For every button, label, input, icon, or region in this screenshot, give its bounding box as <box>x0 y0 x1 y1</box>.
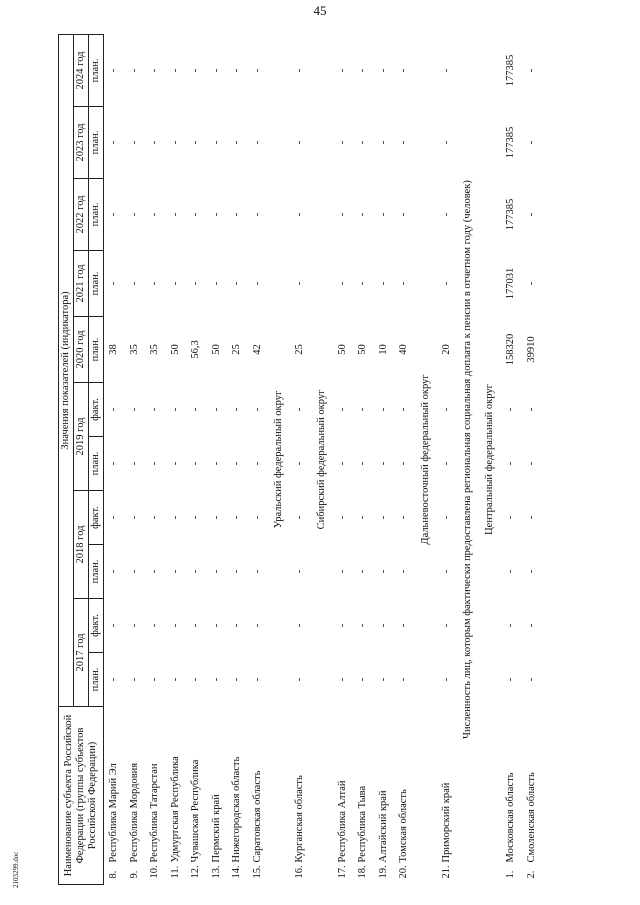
plan-header: план. <box>89 652 104 706</box>
value-cell: 25 <box>294 344 306 355</box>
table-row <box>166 34 187 884</box>
value-cell: - <box>357 68 369 73</box>
value-cell: - <box>294 623 306 628</box>
row-number: 2. <box>525 870 537 879</box>
section-row <box>479 34 501 884</box>
value-cell: - <box>336 407 348 412</box>
year-header: 2022 год <box>74 178 89 250</box>
values-group-header: Значения показателей (индикатора) <box>59 34 74 706</box>
table-row <box>501 34 522 884</box>
value-cell: - <box>128 140 140 145</box>
value-cell: - <box>336 281 348 286</box>
region-name: Алтайский край <box>377 790 389 863</box>
row-number: 1. <box>505 870 517 879</box>
value-cell: - <box>357 677 369 682</box>
value-cell: - <box>169 68 181 73</box>
value-cell: - <box>525 140 537 145</box>
value-cell: - <box>128 68 140 73</box>
value-cell: - <box>169 407 181 412</box>
value-cell: - <box>210 407 222 412</box>
value-cell: - <box>169 569 181 574</box>
value-cell: - <box>377 515 389 520</box>
value-cell: 38 <box>108 344 120 355</box>
value-cell: - <box>525 569 537 574</box>
value-cell: - <box>190 677 202 682</box>
value-cell: - <box>336 68 348 73</box>
value-cell: - <box>398 461 410 466</box>
value-cell: - <box>149 140 161 145</box>
value-cell: - <box>231 68 243 73</box>
table-row <box>207 34 228 884</box>
row-number: 11. <box>169 865 181 879</box>
row-number: 10. <box>149 865 161 879</box>
row-number: 17. <box>336 865 348 879</box>
plan-header: план. <box>89 316 104 382</box>
value-cell: - <box>398 407 410 412</box>
section-label: Численность лиц, которым фактически предоставлена региональная социальная доплата к пенсии в отчетном году (человек) <box>462 180 473 739</box>
table-row <box>437 34 458 884</box>
value-cell: - <box>336 623 348 628</box>
value-cell: - <box>108 677 120 682</box>
plan-header: план. <box>89 34 104 106</box>
region-name: Приморский край <box>440 782 452 863</box>
value-cell: - <box>108 407 120 412</box>
table-row <box>227 34 248 884</box>
value-cell: - <box>294 677 306 682</box>
value-cell: - <box>336 515 348 520</box>
value-cell: - <box>440 212 452 217</box>
value-cell: - <box>169 281 181 286</box>
value-cell: - <box>377 140 389 145</box>
value-cell: - <box>398 281 410 286</box>
value-cell: - <box>294 569 306 574</box>
section-row <box>268 34 290 884</box>
value-cell: - <box>398 68 410 73</box>
value-cell: 40 <box>398 344 410 355</box>
value-cell: - <box>169 515 181 520</box>
table-row <box>353 34 374 884</box>
value-cell: - <box>398 677 410 682</box>
value-cell: - <box>190 68 202 73</box>
value-cell: - <box>357 407 369 412</box>
value-cell: - <box>108 515 120 520</box>
row-number: 19. <box>377 865 389 879</box>
value-cell: - <box>231 677 243 682</box>
region-name: Республика Алтай <box>336 780 348 863</box>
value-cell: - <box>231 212 243 217</box>
value-cell: - <box>377 569 389 574</box>
value-cell: - <box>440 515 452 520</box>
value-cell: - <box>251 677 263 682</box>
table-row <box>186 34 207 884</box>
value-cell: - <box>525 623 537 628</box>
value-cell: - <box>190 461 202 466</box>
table-row <box>522 34 543 884</box>
table-row <box>145 34 166 884</box>
section-label: Сибирский федеральный округ <box>315 389 327 530</box>
value-cell: - <box>377 212 389 217</box>
value-cell: - <box>525 281 537 286</box>
value-cell: - <box>440 407 452 412</box>
value-cell: - <box>525 515 537 520</box>
value-cell: - <box>128 569 140 574</box>
year-header: 2019 год <box>74 382 89 490</box>
value-cell: - <box>210 281 222 286</box>
value-cell: - <box>398 515 410 520</box>
value-cell: - <box>190 515 202 520</box>
value-cell: - <box>251 68 263 73</box>
section-label: Уральский федеральный округ <box>273 390 284 529</box>
value-cell: - <box>377 407 389 412</box>
value-cell: - <box>190 623 202 628</box>
value-cell: 10 <box>377 344 389 355</box>
value-cell: - <box>505 677 517 682</box>
indicator-table <box>58 34 542 885</box>
value-cell: - <box>336 569 348 574</box>
value-cell: - <box>251 515 263 520</box>
value-cell: - <box>357 461 369 466</box>
value-cell: - <box>251 623 263 628</box>
table-row <box>394 34 415 884</box>
region-name: Республика Мордовия <box>128 762 140 863</box>
value-cell: - <box>108 569 120 574</box>
value-cell: - <box>251 281 263 286</box>
value-cell: - <box>108 461 120 466</box>
table-row <box>374 34 395 884</box>
table-row <box>290 34 311 884</box>
value-cell: - <box>377 281 389 286</box>
row-number: 8. <box>108 870 120 879</box>
value-cell: - <box>525 68 537 73</box>
value-cell: - <box>251 569 263 574</box>
year-header: 2018 год <box>74 490 89 598</box>
region-name: Курганская область <box>294 775 306 863</box>
value-cell: - <box>294 515 306 520</box>
fact-header: факт. <box>89 598 104 652</box>
value-cell: - <box>149 569 161 574</box>
value-cell: - <box>149 515 161 520</box>
row-number: 15. <box>251 865 263 879</box>
value-cell: - <box>210 623 222 628</box>
value-cell: - <box>231 461 243 466</box>
value-cell: - <box>505 515 517 520</box>
value-cell: - <box>210 68 222 73</box>
row-number: 9. <box>128 870 140 879</box>
region-name: Нижегородская область <box>231 756 243 863</box>
value-cell: - <box>231 281 243 286</box>
value-cell: - <box>377 68 389 73</box>
value-cell: 158320 <box>505 333 517 366</box>
region-name: Томская область <box>398 789 410 863</box>
value-cell: - <box>128 515 140 520</box>
value-cell: - <box>251 461 263 466</box>
value-cell: - <box>231 407 243 412</box>
value-cell: - <box>336 212 348 217</box>
value-cell: 50 <box>357 344 369 355</box>
value-cell: - <box>336 677 348 682</box>
plan-header: план. <box>89 178 104 250</box>
section-row <box>415 34 437 884</box>
section-row <box>457 34 479 884</box>
value-cell: - <box>108 68 120 73</box>
plan-header: план. <box>89 250 104 316</box>
value-cell: - <box>398 140 410 145</box>
row-number: 16. <box>294 865 306 879</box>
value-cell: - <box>210 677 222 682</box>
plan-header: план. <box>89 106 104 178</box>
value-cell: - <box>294 68 306 73</box>
row-number: 21. <box>440 865 452 879</box>
value-cell: - <box>357 569 369 574</box>
value-cell: - <box>440 623 452 628</box>
region-name: Чувашская Республика <box>190 759 202 863</box>
value-cell: - <box>357 515 369 520</box>
value-cell: - <box>525 407 537 412</box>
row-number: 20. <box>398 865 410 879</box>
value-cell: - <box>525 461 537 466</box>
value-cell: - <box>108 281 120 286</box>
region-name: Республика Тыва <box>357 785 369 863</box>
value-cell: 177031 <box>505 267 517 300</box>
region-name: Саратовская область <box>251 770 263 863</box>
year-header: 2024 год <box>74 34 89 106</box>
table-body <box>104 34 543 884</box>
rotated-table-container <box>58 35 640 885</box>
value-cell: - <box>377 677 389 682</box>
value-cell: - <box>440 569 452 574</box>
document-id: 2103299.doc <box>12 851 20 888</box>
region-column-header: Наименование субъекта Российской Федерации (группы субъектов Российской Федерации) <box>59 706 104 884</box>
value-cell: - <box>128 212 140 217</box>
value-cell: - <box>440 677 452 682</box>
value-cell: 56,3 <box>190 340 202 359</box>
value-cell: - <box>357 281 369 286</box>
value-cell: - <box>377 623 389 628</box>
row-number: 14. <box>231 865 243 879</box>
value-cell: - <box>251 212 263 217</box>
year-header: 2020 год <box>74 316 89 382</box>
value-cell: - <box>190 569 202 574</box>
value-cell: - <box>128 281 140 286</box>
value-cell: - <box>251 407 263 412</box>
value-cell: - <box>377 461 389 466</box>
value-cell: 25 <box>231 344 243 355</box>
value-cell: 177385 <box>505 54 517 87</box>
value-cell: - <box>190 281 202 286</box>
value-cell: - <box>357 623 369 628</box>
section-row <box>311 34 333 884</box>
value-cell: - <box>440 140 452 145</box>
row-number: 18. <box>357 865 369 879</box>
value-cell: - <box>251 140 263 145</box>
value-cell: - <box>294 212 306 217</box>
value-cell: - <box>169 623 181 628</box>
year-header: 2021 год <box>74 250 89 316</box>
value-cell: - <box>294 461 306 466</box>
value-cell: - <box>440 281 452 286</box>
value-cell: - <box>210 140 222 145</box>
value-cell: - <box>398 623 410 628</box>
value-cell: - <box>336 461 348 466</box>
value-cell: - <box>190 140 202 145</box>
region-name: Республика Марий Эл <box>108 763 120 863</box>
row-number: 12. <box>190 865 202 879</box>
value-cell: - <box>210 569 222 574</box>
value-cell: - <box>108 140 120 145</box>
value-cell: - <box>210 461 222 466</box>
value-cell: - <box>231 569 243 574</box>
region-name: Пермский край <box>210 794 222 863</box>
value-cell: - <box>149 281 161 286</box>
value-cell: - <box>169 212 181 217</box>
value-cell: - <box>294 407 306 412</box>
value-cell: - <box>169 461 181 466</box>
year-header: 2017 год <box>74 598 89 706</box>
row-number: 13. <box>210 865 222 879</box>
value-cell: - <box>505 461 517 466</box>
plan-header: план. <box>89 544 104 598</box>
value-cell: - <box>440 68 452 73</box>
year-header: 2023 год <box>74 106 89 178</box>
value-cell: - <box>149 407 161 412</box>
value-cell: - <box>231 515 243 520</box>
value-cell: - <box>505 623 517 628</box>
value-cell: - <box>169 677 181 682</box>
value-cell: - <box>149 623 161 628</box>
region-name: Московская область <box>505 772 517 863</box>
value-cell: - <box>128 407 140 412</box>
value-cell: - <box>294 140 306 145</box>
value-cell: - <box>398 212 410 217</box>
value-cell: - <box>357 140 369 145</box>
value-cell: - <box>231 140 243 145</box>
value-cell: - <box>210 212 222 217</box>
value-cell: 50 <box>336 344 348 355</box>
fact-header: факт. <box>89 382 104 436</box>
value-cell: - <box>505 569 517 574</box>
value-cell: - <box>169 140 181 145</box>
value-cell: - <box>440 461 452 466</box>
table-row <box>333 34 354 884</box>
fact-header: факт. <box>89 490 104 544</box>
page-number: 45 <box>313 3 327 18</box>
value-cell: - <box>398 569 410 574</box>
value-cell: 50 <box>169 344 181 355</box>
value-cell: 177385 <box>505 126 517 159</box>
value-cell: - <box>128 623 140 628</box>
value-cell: - <box>294 281 306 286</box>
value-cell: - <box>128 677 140 682</box>
value-cell: 20 <box>440 344 452 355</box>
section-label: Центральный федеральный округ <box>484 384 495 535</box>
value-cell: - <box>128 461 140 466</box>
value-cell: 42 <box>251 344 263 355</box>
region-name: Смоленская область <box>525 772 537 863</box>
value-cell: - <box>149 68 161 73</box>
value-cell: - <box>336 140 348 145</box>
value-cell: - <box>231 623 243 628</box>
value-cell: - <box>525 677 537 682</box>
value-cell: 35 <box>128 344 140 355</box>
value-cell: 39910 <box>525 336 537 363</box>
value-cell: 35 <box>149 344 161 355</box>
value-cell: - <box>525 212 537 217</box>
section-label: Дальневосточный федеральный округ <box>419 374 431 545</box>
value-cell: - <box>357 212 369 217</box>
value-cell: 50 <box>210 344 222 355</box>
value-cell: - <box>149 677 161 682</box>
plan-header: план. <box>89 436 104 490</box>
value-cell: - <box>190 212 202 217</box>
value-cell: - <box>149 212 161 217</box>
value-cell: - <box>108 212 120 217</box>
table-row <box>125 34 146 884</box>
value-cell: 177385 <box>505 198 517 231</box>
value-cell: - <box>108 623 120 628</box>
table-row <box>248 34 269 884</box>
value-cell: - <box>149 461 161 466</box>
region-name: Удмуртская Республика <box>169 756 181 863</box>
value-cell: - <box>190 407 202 412</box>
value-cell: - <box>210 515 222 520</box>
region-name: Республика Татарстан <box>149 763 161 863</box>
value-cell: - <box>505 407 517 412</box>
table-row <box>104 34 125 884</box>
